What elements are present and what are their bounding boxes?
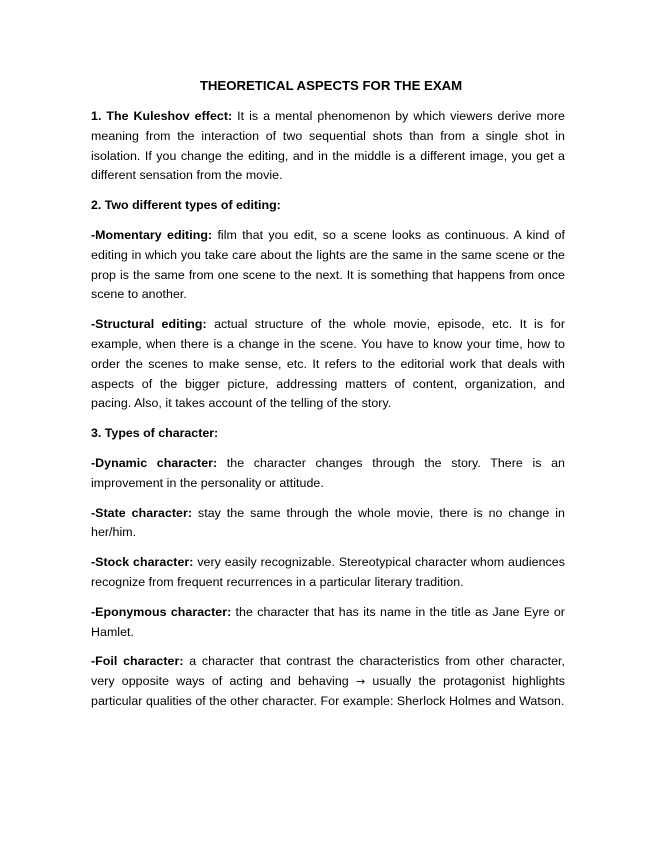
structural-editing-lead: -Structural editing:	[91, 317, 207, 332]
document-title: THEORETICAL ASPECTS FOR THE EXAM	[199, 78, 463, 93]
dynamic-character-paragraph	[91, 454, 565, 494]
state-character-text: stay the same through the whole movie, there is no change in her/him.	[91, 505, 566, 540]
eponymous-character-lead: -Eponymous character:	[91, 604, 232, 619]
editing-heading: 2. Two different types of editing:	[91, 198, 281, 213]
dynamic-character-text: the character changes through the story. There is an improvement in the personality or attitude.	[91, 455, 565, 490]
dynamic-character-lead: -Dynamic character:	[91, 455, 218, 470]
structural-editing-paragraph	[91, 315, 565, 414]
kuleshov-lead: 1. The Kuleshov effect:	[91, 109, 233, 123]
momentary-editing-text: film that you edit, so a scene looks as continuous. A kind of editing in which you take care about the lights are the same in the same scene or the prop is the same from one scene to the next. It is something that happens from once scene to another.	[91, 227, 566, 302]
eponymous-character-paragraph	[91, 603, 565, 643]
momentary-editing-paragraph	[91, 226, 565, 305]
stock-character-paragraph	[91, 553, 565, 593]
state-character-lead: -State character:	[91, 505, 193, 520]
foil-character-lead: -Foil character:	[91, 654, 184, 669]
characters-heading: 3. Types of character:	[91, 426, 219, 441]
structural-editing-text: actual structure of the whole movie, episode, etc. It is for example, when there is a change in the scene. You have to know your time, how to order the scenes to make sense, etc. It refers to the editorial work that deals with aspects of the bigger picture, addressing matters of content, organization, and pacing. Also, it takes account of the telling of the story.	[91, 317, 565, 411]
right-arrow-icon: →	[355, 675, 366, 689]
foil-character-paragraph	[91, 652, 565, 711]
foil-character-text-after: usually the protagonist highlights particular qualities of the other character. For example: Sherlock Holmes and Watson.	[91, 674, 566, 708]
foil-character-text-before: a character that contrast the characteristics from other character, very opposite ways of acting and behaving	[91, 654, 565, 689]
stock-character-lead: -Stock character:	[91, 555, 194, 570]
eponymous-character-text: the character that has its name in the title as Jane Eyre or Hamlet.	[91, 604, 565, 639]
state-character-paragraph	[91, 504, 565, 544]
kuleshov-text: It is a mental phenomenon by which viewers derive more meaning from the interaction of two sequential shots than from a single shot in isolation. If you change the editing, and in the middle is a different image, you get a different sensation from the movie.	[91, 109, 565, 183]
momentary-editing-lead: -Momentary editing:	[91, 227, 213, 242]
kuleshov-paragraph	[91, 107, 565, 186]
stock-character-text: very easily recognizable. Stereotypical character whom audiences recognize from frequent recurrences in a particular literary tradition.	[91, 555, 565, 589]
